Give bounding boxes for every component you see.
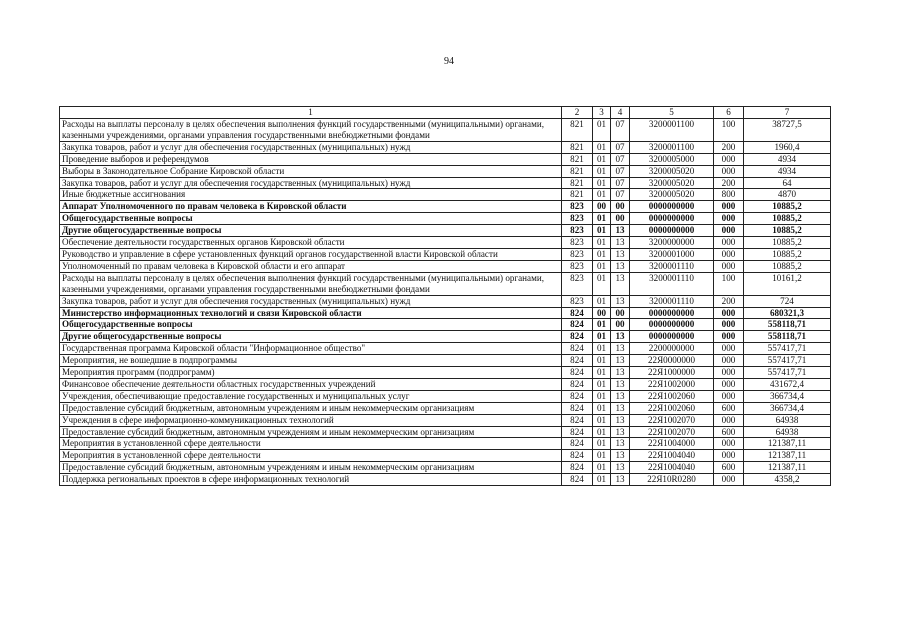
expense-type-cell: 000: [714, 343, 744, 355]
subsection-cell: 13: [611, 331, 630, 343]
table-row: [60, 237, 831, 249]
subsection-cell: 13: [611, 343, 630, 355]
subsection-cell: 13: [611, 426, 630, 438]
target-article-cell: 3200001100: [630, 119, 714, 142]
section-cell: 01: [593, 260, 611, 272]
expense-type-cell: 100: [714, 119, 744, 142]
admin-code-cell: 824: [562, 307, 593, 319]
row-name-cell: Предоставление субсидий бюджетным, автономным учреждениям и иным некоммерческим организациям: [60, 462, 562, 474]
section-cell: 01: [593, 343, 611, 355]
table-row: [60, 474, 831, 486]
target-article-cell: 22Я10R0280: [630, 474, 714, 486]
table-row: [60, 450, 831, 462]
table-row: [60, 177, 831, 189]
admin-code-cell: 823: [562, 272, 593, 295]
admin-code-cell: 824: [562, 355, 593, 367]
subsection-cell: 13: [611, 390, 630, 402]
expense-type-cell: 000: [714, 260, 744, 272]
target-article-cell: 3200001110: [630, 295, 714, 307]
section-cell: 01: [593, 177, 611, 189]
row-name-cell: Уполномоченный по правам человека в Кировской области и его аппарат: [60, 260, 562, 272]
expense-type-cell: 000: [714, 450, 744, 462]
row-name-cell: Другие общегосударственные вопросы: [60, 331, 562, 343]
column-header: 1: [60, 107, 562, 119]
admin-code-cell: 823: [562, 295, 593, 307]
target-article-cell: 3200005020: [630, 165, 714, 177]
section-cell: 01: [593, 331, 611, 343]
subsection-cell: 13: [611, 260, 630, 272]
amount-cell: 10885,2: [744, 260, 831, 272]
row-name-cell: Учреждения, обеспечивающие предоставление государственных и муниципальных услуг: [60, 390, 562, 402]
target-article-cell: 22Я1002070: [630, 414, 714, 426]
row-name-cell: Расходы на выплаты персоналу в целях обеспечения выполнения функций государственными (муниципальными) органами, казенными учреждениями, органами управления государственными внебюджетными фондами: [60, 272, 562, 295]
row-name-cell: Финансовое обеспечение деятельности областных государственных учреждений: [60, 378, 562, 390]
admin-code-cell: 824: [562, 450, 593, 462]
expense-type-cell: 000: [714, 378, 744, 390]
subsection-cell: 13: [611, 462, 630, 474]
section-cell: 01: [593, 165, 611, 177]
table-row: [60, 438, 831, 450]
table-row: [60, 201, 831, 213]
section-cell: 00: [593, 201, 611, 213]
table-row: [60, 390, 831, 402]
admin-code-cell: 821: [562, 189, 593, 201]
admin-code-cell: 824: [562, 319, 593, 331]
expense-type-cell: 000: [714, 201, 744, 213]
amount-cell: 10885,2: [744, 225, 831, 237]
subsection-cell: 13: [611, 450, 630, 462]
amount-cell: 64: [744, 177, 831, 189]
row-name-cell: Мероприятия в установленной сфере деятельности: [60, 438, 562, 450]
amount-cell: 680321,3: [744, 307, 831, 319]
amount-cell: 10885,2: [744, 248, 831, 260]
subsection-cell: 13: [611, 295, 630, 307]
section-cell: 01: [593, 213, 611, 225]
amount-cell: 557417,71: [744, 367, 831, 379]
row-name-cell: Руководство и управление в сфере установленных функций органов государственной власти Кировской области: [60, 248, 562, 260]
expense-type-cell: 600: [714, 426, 744, 438]
table-row: [60, 272, 831, 295]
subsection-cell: 13: [611, 474, 630, 486]
target-article-cell: 22Я1004000: [630, 438, 714, 450]
section-cell: 01: [593, 141, 611, 153]
target-article-cell: 22Я1002060: [630, 402, 714, 414]
amount-cell: 10885,2: [744, 237, 831, 249]
subsection-cell: 00: [611, 319, 630, 331]
expense-type-cell: 000: [714, 153, 744, 165]
row-name-cell: Предоставление субсидий бюджетным, автономным учреждениям и иным некоммерческим организациям: [60, 402, 562, 414]
amount-cell: 4358,2: [744, 474, 831, 486]
section-cell: 01: [593, 237, 611, 249]
expense-type-cell: 000: [714, 213, 744, 225]
table-row: [60, 319, 831, 331]
amount-cell: 557417,71: [744, 343, 831, 355]
amount-cell: 38727,5: [744, 119, 831, 142]
row-name-cell: Министерство информационных технологий и связи Кировской области: [60, 307, 562, 319]
target-article-cell: 0000000000: [630, 331, 714, 343]
admin-code-cell: 824: [562, 390, 593, 402]
amount-cell: 121387,11: [744, 450, 831, 462]
row-name-cell: Общегосударственные вопросы: [60, 213, 562, 225]
header-row: [60, 107, 831, 119]
budget-table: [59, 106, 831, 486]
target-article-cell: 2200000000: [630, 343, 714, 355]
target-article-cell: 0000000000: [630, 307, 714, 319]
amount-cell: 366734,4: [744, 402, 831, 414]
admin-code-cell: 824: [562, 378, 593, 390]
subsection-cell: 13: [611, 378, 630, 390]
subsection-cell: 07: [611, 165, 630, 177]
subsection-cell: 13: [611, 414, 630, 426]
expense-type-cell: 000: [714, 414, 744, 426]
table-row: [60, 402, 831, 414]
table-row: [60, 248, 831, 260]
target-article-cell: 0000000000: [630, 201, 714, 213]
row-name-cell: Обеспечение деятельности государственных органов Кировской области: [60, 237, 562, 249]
section-cell: 01: [593, 153, 611, 165]
subsection-cell: 13: [611, 237, 630, 249]
table-row: [60, 331, 831, 343]
page-number: 94: [444, 56, 454, 67]
row-name-cell: Аппарат Уполномоченного по правам человека в Кировской области: [60, 201, 562, 213]
expense-type-cell: 100: [714, 272, 744, 295]
target-article-cell: 22Я1002060: [630, 390, 714, 402]
admin-code-cell: 824: [562, 343, 593, 355]
admin-code-cell: 824: [562, 462, 593, 474]
row-name-cell: Выборы в Законодательное Собрание Кировской области: [60, 165, 562, 177]
subsection-cell: 13: [611, 355, 630, 367]
expense-type-cell: 000: [714, 248, 744, 260]
amount-cell: 366734,4: [744, 390, 831, 402]
subsection-cell: 13: [611, 248, 630, 260]
target-article-cell: 3200001110: [630, 272, 714, 295]
admin-code-cell: 824: [562, 367, 593, 379]
table-row: [60, 343, 831, 355]
admin-code-cell: 821: [562, 141, 593, 153]
subsection-cell: 13: [611, 367, 630, 379]
target-article-cell: 22Я1004040: [630, 462, 714, 474]
expense-type-cell: 200: [714, 177, 744, 189]
subsection-cell: 13: [611, 402, 630, 414]
amount-cell: 64938: [744, 414, 831, 426]
amount-cell: 4934: [744, 153, 831, 165]
amount-cell: 64938: [744, 426, 831, 438]
subsection-cell: 07: [611, 189, 630, 201]
table-row: [60, 307, 831, 319]
amount-cell: 724: [744, 295, 831, 307]
section-cell: 01: [593, 450, 611, 462]
expense-type-cell: 000: [714, 165, 744, 177]
target-article-cell: 3200001110: [630, 260, 714, 272]
expense-type-cell: 000: [714, 474, 744, 486]
amount-cell: 431672,4: [744, 378, 831, 390]
amount-cell: 558118,71: [744, 319, 831, 331]
column-header: 6: [714, 107, 744, 119]
table-row: [60, 119, 831, 142]
expense-type-cell: 200: [714, 295, 744, 307]
section-cell: 01: [593, 462, 611, 474]
admin-code-cell: 821: [562, 177, 593, 189]
section-cell: 01: [593, 390, 611, 402]
admin-code-cell: 823: [562, 237, 593, 249]
subsection-cell: 00: [611, 213, 630, 225]
row-name-cell: Мероприятия в установленной сфере деятельности: [60, 450, 562, 462]
subsection-cell: 07: [611, 141, 630, 153]
section-cell: 01: [593, 272, 611, 295]
table-row: [60, 213, 831, 225]
target-article-cell: 22Я1002070: [630, 426, 714, 438]
table-row: [60, 462, 831, 474]
row-name-cell: Мероприятия программ (подпрограмм): [60, 367, 562, 379]
expense-type-cell: 800: [714, 189, 744, 201]
section-cell: 01: [593, 426, 611, 438]
table-row: [60, 414, 831, 426]
section-cell: 01: [593, 225, 611, 237]
target-article-cell: 22Я1002000: [630, 378, 714, 390]
admin-code-cell: 824: [562, 438, 593, 450]
row-name-cell: Общегосударственные вопросы: [60, 319, 562, 331]
expense-type-cell: 600: [714, 402, 744, 414]
admin-code-cell: 821: [562, 119, 593, 142]
target-article-cell: 3200000000: [630, 237, 714, 249]
table-row: [60, 153, 831, 165]
subsection-cell: 07: [611, 177, 630, 189]
section-cell: 01: [593, 319, 611, 331]
expense-type-cell: 000: [714, 331, 744, 343]
row-name-cell: Мероприятия, не вошедшие в подпрограммы: [60, 355, 562, 367]
subsection-cell: 13: [611, 272, 630, 295]
row-name-cell: Проведение выборов и референдумов: [60, 153, 562, 165]
target-article-cell: 3200005000: [630, 153, 714, 165]
table-row: [60, 295, 831, 307]
row-name-cell: Закупка товаров, работ и услуг для обеспечения государственных (муниципальных) нужд: [60, 141, 562, 153]
table-row: [60, 225, 831, 237]
subsection-cell: 13: [611, 225, 630, 237]
row-name-cell: Государственная программа Кировской области "Информационное общество": [60, 343, 562, 355]
section-cell: 01: [593, 295, 611, 307]
amount-cell: 10161,2: [744, 272, 831, 295]
expense-type-cell: 000: [714, 225, 744, 237]
admin-code-cell: 824: [562, 402, 593, 414]
row-name-cell: Закупка товаров, работ и услуг для обеспечения государственных (муниципальных) нужд: [60, 295, 562, 307]
row-name-cell: Расходы на выплаты персоналу в целях обеспечения выполнения функций государственными (муниципальными) органами, казенными учреждениями, органами управления государственными внебюджетными фондами: [60, 119, 562, 142]
table-row: [60, 378, 831, 390]
section-cell: 01: [593, 367, 611, 379]
column-header: 4: [611, 107, 630, 119]
admin-code-cell: 821: [562, 153, 593, 165]
target-article-cell: 3200001100: [630, 141, 714, 153]
amount-cell: 4870: [744, 189, 831, 201]
admin-code-cell: 824: [562, 426, 593, 438]
admin-code-cell: 824: [562, 414, 593, 426]
expense-type-cell: 000: [714, 355, 744, 367]
column-header: 7: [744, 107, 831, 119]
table-row: [60, 141, 831, 153]
row-name-cell: Другие общегосударственные вопросы: [60, 225, 562, 237]
subsection-cell: 13: [611, 438, 630, 450]
table-row: [60, 260, 831, 272]
target-article-cell: 22Я1004040: [630, 450, 714, 462]
row-name-cell: Иные бюджетные ассигнования: [60, 189, 562, 201]
table-row: [60, 189, 831, 201]
expense-type-cell: 000: [714, 319, 744, 331]
section-cell: 01: [593, 438, 611, 450]
target-article-cell: 0000000000: [630, 225, 714, 237]
row-name-cell: Закупка товаров, работ и услуг для обеспечения государственных (муниципальных) нужд: [60, 177, 562, 189]
section-cell: 01: [593, 378, 611, 390]
admin-code-cell: 823: [562, 213, 593, 225]
table-row: [60, 367, 831, 379]
admin-code-cell: 821: [562, 165, 593, 177]
admin-code-cell: 823: [562, 248, 593, 260]
section-cell: 01: [593, 355, 611, 367]
section-cell: 01: [593, 248, 611, 260]
target-article-cell: 3200005020: [630, 177, 714, 189]
amount-cell: 121387,11: [744, 438, 831, 450]
expense-type-cell: 000: [714, 390, 744, 402]
target-article-cell: 0000000000: [630, 213, 714, 225]
table-row: [60, 165, 831, 177]
amount-cell: 558118,71: [744, 331, 831, 343]
expense-type-cell: 600: [714, 462, 744, 474]
expense-type-cell: 000: [714, 307, 744, 319]
amount-cell: 4934: [744, 165, 831, 177]
admin-code-cell: 823: [562, 225, 593, 237]
column-header: 3: [593, 107, 611, 119]
expense-type-cell: 000: [714, 367, 744, 379]
target-article-cell: 22Я0000000: [630, 355, 714, 367]
expense-type-cell: 000: [714, 237, 744, 249]
subsection-cell: 07: [611, 119, 630, 142]
admin-code-cell: 823: [562, 201, 593, 213]
admin-code-cell: 824: [562, 474, 593, 486]
target-article-cell: 22Я1000000: [630, 367, 714, 379]
amount-cell: 10885,2: [744, 213, 831, 225]
expense-type-cell: 200: [714, 141, 744, 153]
expense-type-cell: 000: [714, 438, 744, 450]
subsection-cell: 00: [611, 307, 630, 319]
row-name-cell: Предоставление субсидий бюджетным, автономным учреждениям и иным некоммерческим организациям: [60, 426, 562, 438]
amount-cell: 1960,4: [744, 141, 831, 153]
section-cell: 01: [593, 414, 611, 426]
admin-code-cell: 824: [562, 331, 593, 343]
subsection-cell: 00: [611, 201, 630, 213]
subsection-cell: 07: [611, 153, 630, 165]
section-cell: 01: [593, 189, 611, 201]
section-cell: 00: [593, 307, 611, 319]
amount-cell: 557417,71: [744, 355, 831, 367]
target-article-cell: 3200001000: [630, 248, 714, 260]
amount-cell: 10885,2: [744, 201, 831, 213]
admin-code-cell: 823: [562, 260, 593, 272]
column-header: 5: [630, 107, 714, 119]
row-name-cell: Поддержка региональных проектов в сфере информационных технологий: [60, 474, 562, 486]
table-row: [60, 355, 831, 367]
table-row: [60, 426, 831, 438]
section-cell: 01: [593, 402, 611, 414]
amount-cell: 121387,11: [744, 462, 831, 474]
target-article-cell: 3200005020: [630, 189, 714, 201]
section-cell: 01: [593, 119, 611, 142]
row-name-cell: Учреждения в сфере информационно-коммуникационных технологий: [60, 414, 562, 426]
target-article-cell: 0000000000: [630, 319, 714, 331]
column-header: 2: [562, 107, 593, 119]
section-cell: 01: [593, 474, 611, 486]
